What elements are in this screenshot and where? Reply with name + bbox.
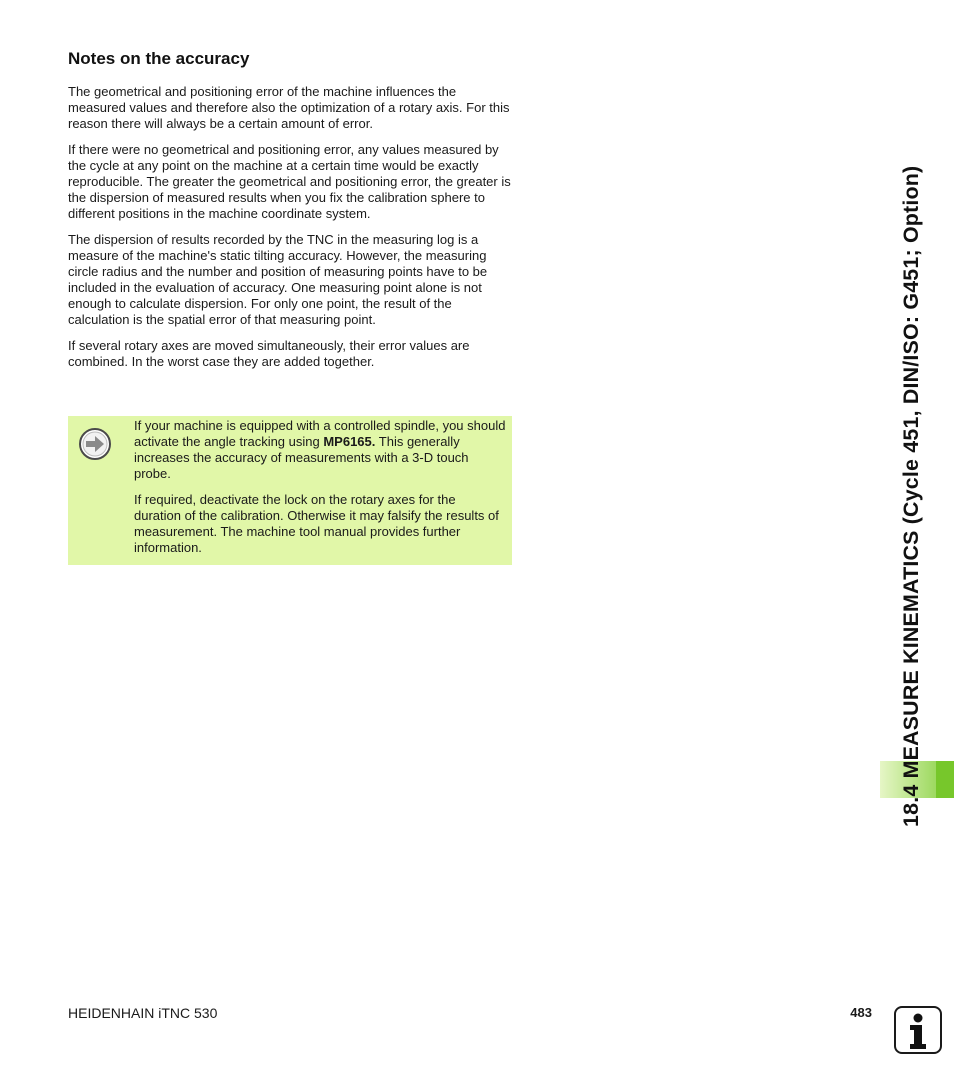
paragraph-4: If several rotary axes are moved simultaneously, their error values are combined. In the worst case they are added together. — [68, 338, 470, 369]
paragraph-3: The dispersion of results recorded by the TNC in the measuring log is a measure of the machine's static tilting accuracy. However, the measuring circle radius and the number and position of measuring points have to be included in the evaluation of accuracy. One measuring point alone is not enough to calculate dispersion. For only one point, the result of the calculation is the spatial error of that measuring point. — [68, 232, 488, 327]
page-number: 483 — [850, 1005, 872, 1020]
footer-manual-name: HEIDENHAIN iTNC 530 — [68, 1005, 218, 1021]
section-heading: Notes on the accuracy — [68, 49, 250, 68]
note-text-part: This generally increases the accuracy of measurements with a 3-D touch probe. — [134, 434, 469, 481]
info-icon — [894, 1006, 942, 1054]
note-paragraph-2: If required, deactivate the lock on the rotary axes for the duration of the calibration. Otherwise it may falsify the results of measurement. The machine tool manual provides further information. — [134, 492, 499, 555]
note-box — [68, 416, 512, 565]
note-text — [134, 418, 506, 566]
note-paragraph-1 — [134, 418, 506, 482]
chapter-side-title: 18.4 MEASURE KINEMATICS (Cycle 451, DIN/ISO: G451; Option) — [899, 165, 923, 827]
main-content — [68, 48, 514, 380]
note-text-part: If your machine is equipped with a controlled spindle, you should activate the angle tracking using — [134, 418, 506, 449]
arrow-right-circle-icon — [79, 428, 111, 460]
paragraph-1: The geometrical and positioning error of the machine influences the measured values and therefore also the optimization of a rotary axis. For this reason there will always be a certain amount of error. — [68, 84, 510, 131]
paragraph-2: If there were no geometrical and positioning error, any values measured by the cycle at any point on the machine at a certain time would be exactly reproducible. The greater the geometrical and positioning error, the greater is the dispersion of measured results when you fix the calibration sphere to different positions in the machine coordinate system. — [68, 142, 511, 221]
parameter-mp6165: MP6165. — [323, 434, 376, 449]
